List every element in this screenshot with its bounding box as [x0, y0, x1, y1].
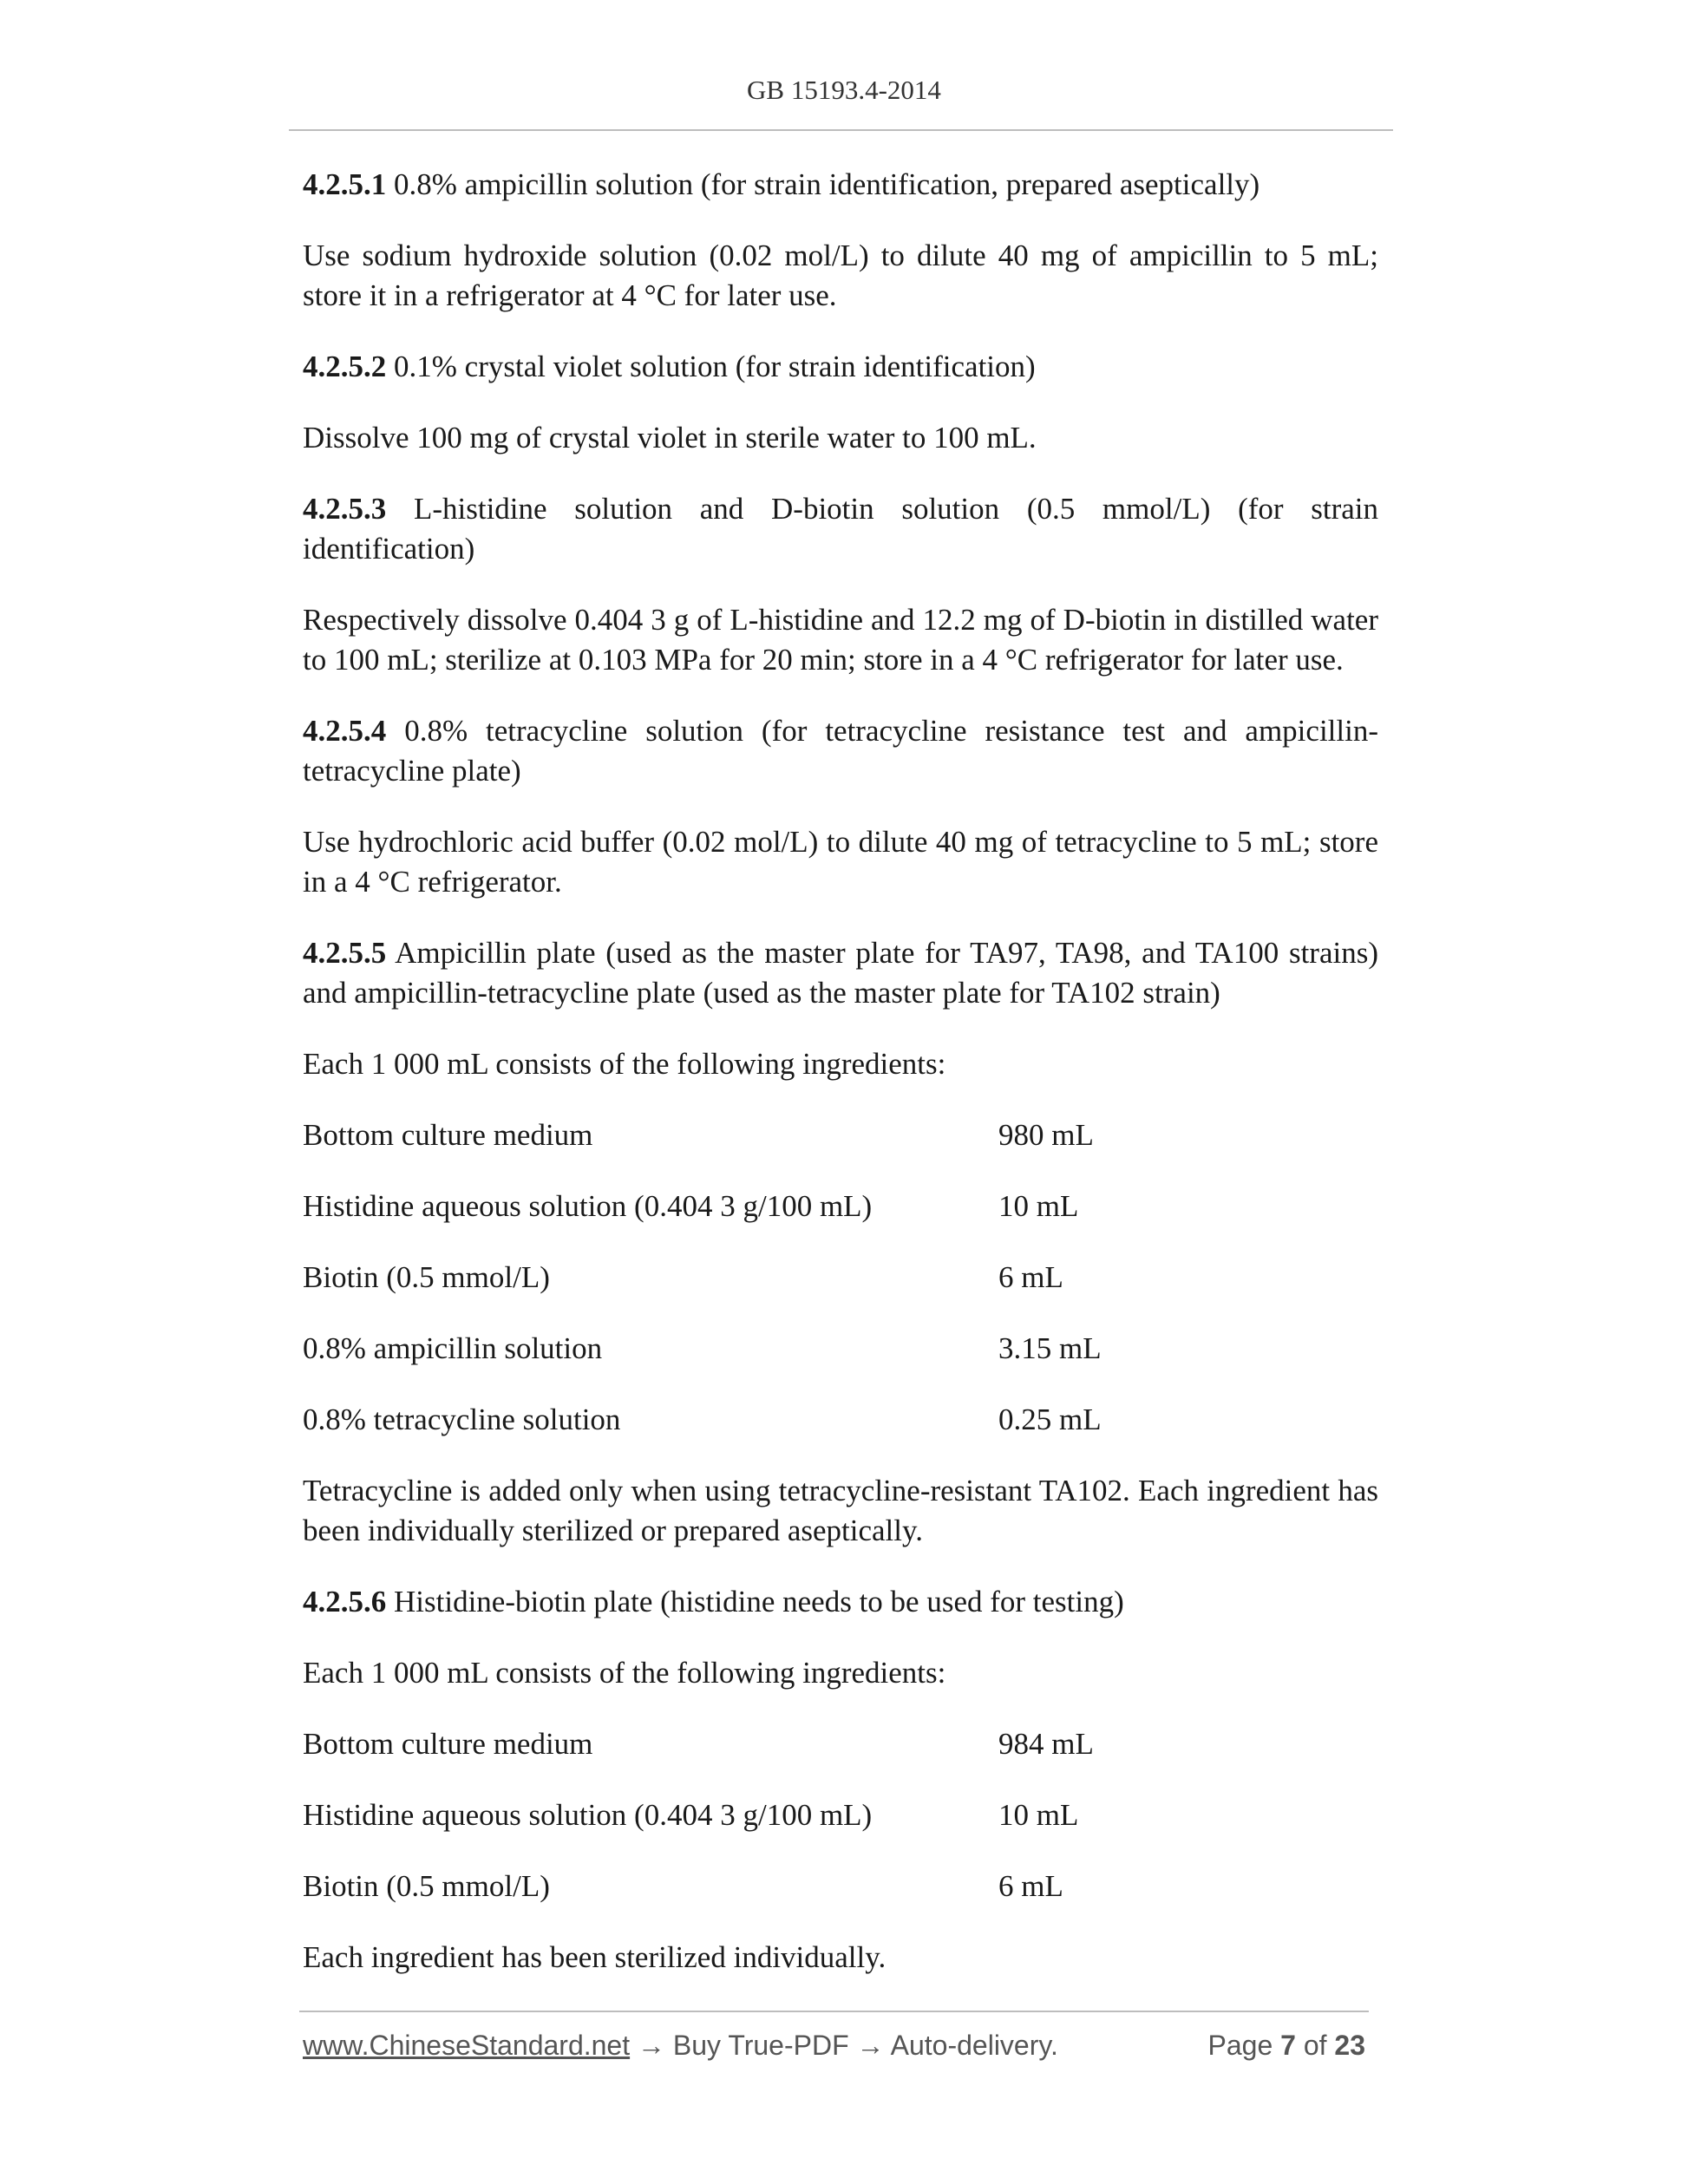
section-number: 4.2.5.2 — [303, 350, 387, 383]
ingredient-name: Biotin (0.5 mmol/L) — [303, 1260, 550, 1294]
section-heading-4-2-5-2 — [303, 347, 1378, 387]
section-heading-4-2-5-3 — [303, 489, 1378, 569]
section-title: 0.1% crystal violet solution (for strain identification) — [394, 350, 1036, 383]
ingredient-name: Bottom culture medium — [303, 1727, 593, 1761]
footer-promo-text: → Buy True-PDF → Auto-delivery. — [630, 2030, 1058, 2061]
ingredient-row — [303, 1400, 1378, 1440]
footer-divider — [299, 2011, 1369, 2012]
footer-promo — [303, 2030, 1058, 2062]
page-header: GB 15193.4-2014 — [747, 75, 941, 105]
ingredient-row — [303, 1115, 1378, 1155]
section-number: 4.2.5.5 — [303, 936, 387, 970]
ingredient-row — [303, 1795, 1378, 1835]
ingredient-amount: 980 mL — [998, 1118, 1094, 1152]
ingredient-amount: 10 mL — [998, 1189, 1079, 1223]
ingredient-name: Bottom culture medium — [303, 1118, 593, 1152]
of-label: of — [1303, 2030, 1327, 2061]
paragraph: Dissolve 100 mg of crystal violet in sterile water to 100 mL. — [303, 421, 1037, 454]
section-heading-4-2-5-4 — [303, 711, 1378, 791]
ingredient-name: Histidine aqueous solution (0.404 3 g/100 mL) — [303, 1189, 873, 1223]
section-number: 4.2.5.1 — [303, 167, 387, 201]
paragraph: Each ingredient has been sterilized individually. — [303, 1940, 887, 1974]
ingredient-amount: 6 mL — [998, 1260, 1063, 1294]
paragraph: Each 1 000 mL consists of the following ingredients: — [303, 1047, 946, 1081]
ingredient-amount: 0.25 mL — [998, 1403, 1102, 1436]
section-number: 4.2.5.3 — [303, 492, 387, 526]
ingredient-row — [303, 1187, 1378, 1226]
page-label: Page — [1207, 2030, 1273, 2061]
section-title: 0.8% tetracycline solution (for tetracycline resistance test and ampicillin-tetracycline plate) — [303, 714, 1378, 788]
section-heading-4-2-5-1 — [303, 165, 1378, 205]
section-title: L-histidine solution and D-biotin solution (0.5 mmol/L) (for strain identification) — [303, 492, 1379, 566]
ingredients-table-1 — [303, 1115, 1378, 1440]
section-number: 4.2.5.6 — [303, 1585, 387, 1618]
section-title: Histidine-biotin plate (histidine needs to be used for testing) — [394, 1585, 1124, 1618]
ingredient-amount: 3.15 mL — [998, 1331, 1102, 1365]
ingredient-name: Biotin (0.5 mmol/L) — [303, 1869, 550, 1903]
document-body — [303, 165, 1378, 2009]
section-heading-4-2-5-5 — [303, 933, 1378, 1013]
page-indicator — [1208, 2030, 1365, 2062]
ingredient-name: Histidine aqueous solution (0.404 3 g/100 mL) — [303, 1798, 873, 1832]
ingredients-table-2 — [303, 1724, 1378, 1906]
paragraph: Tetracycline is added only when using tetracycline-resistant TA102. Each ingredient has been individually sterilized or prepared aseptically. — [303, 1474, 1378, 1547]
page-total: 23 — [1334, 2030, 1365, 2061]
ingredient-name: 0.8% ampicillin solution — [303, 1331, 603, 1365]
ingredient-amount: 984 mL — [998, 1727, 1094, 1761]
page-footer — [303, 2030, 1369, 2068]
ingredient-name: 0.8% tetracycline solution — [303, 1403, 621, 1436]
ingredient-row — [303, 1258, 1378, 1298]
ingredient-row — [303, 1867, 1378, 1906]
section-number: 4.2.5.4 — [303, 714, 387, 748]
ingredient-row — [303, 1724, 1378, 1764]
ingredient-row — [303, 1329, 1378, 1369]
header-divider — [289, 129, 1393, 131]
paragraph: Each 1 000 mL consists of the following ingredients: — [303, 1656, 946, 1690]
website-link[interactable]: www.ChineseStandard.net — [303, 2030, 631, 2061]
ingredient-amount: 6 mL — [998, 1869, 1063, 1903]
page-number: 7 — [1280, 2030, 1296, 2061]
paragraph: Use hydrochloric acid buffer (0.02 mol/L) to dilute 40 mg of tetracycline to 5 mL; store in a 4 °C refrigerator. — [303, 825, 1378, 899]
paragraph: Use sodium hydroxide solution (0.02 mol/L) to dilute 40 mg of ampicillin to 5 mL; store it in a refrigerator at 4 °C for later use. — [303, 239, 1378, 312]
ingredient-amount: 10 mL — [998, 1798, 1079, 1832]
section-title: 0.8% ampicillin solution (for strain identification, prepared aseptically) — [394, 167, 1260, 201]
paragraph: Respectively dissolve 0.404 3 g of L-histidine and 12.2 mg of D-biotin in distilled water to 100 mL; sterilize at 0.103 MPa for 20 min; store in a 4 °C refrigerator for later use. — [303, 603, 1378, 677]
section-heading-4-2-5-6 — [303, 1582, 1378, 1622]
section-title: Ampicillin plate (used as the master plate for TA97, TA98, and TA100 strains) and ampicillin-tetracycline plate (used as the master plate for TA102 strain) — [303, 936, 1379, 1010]
